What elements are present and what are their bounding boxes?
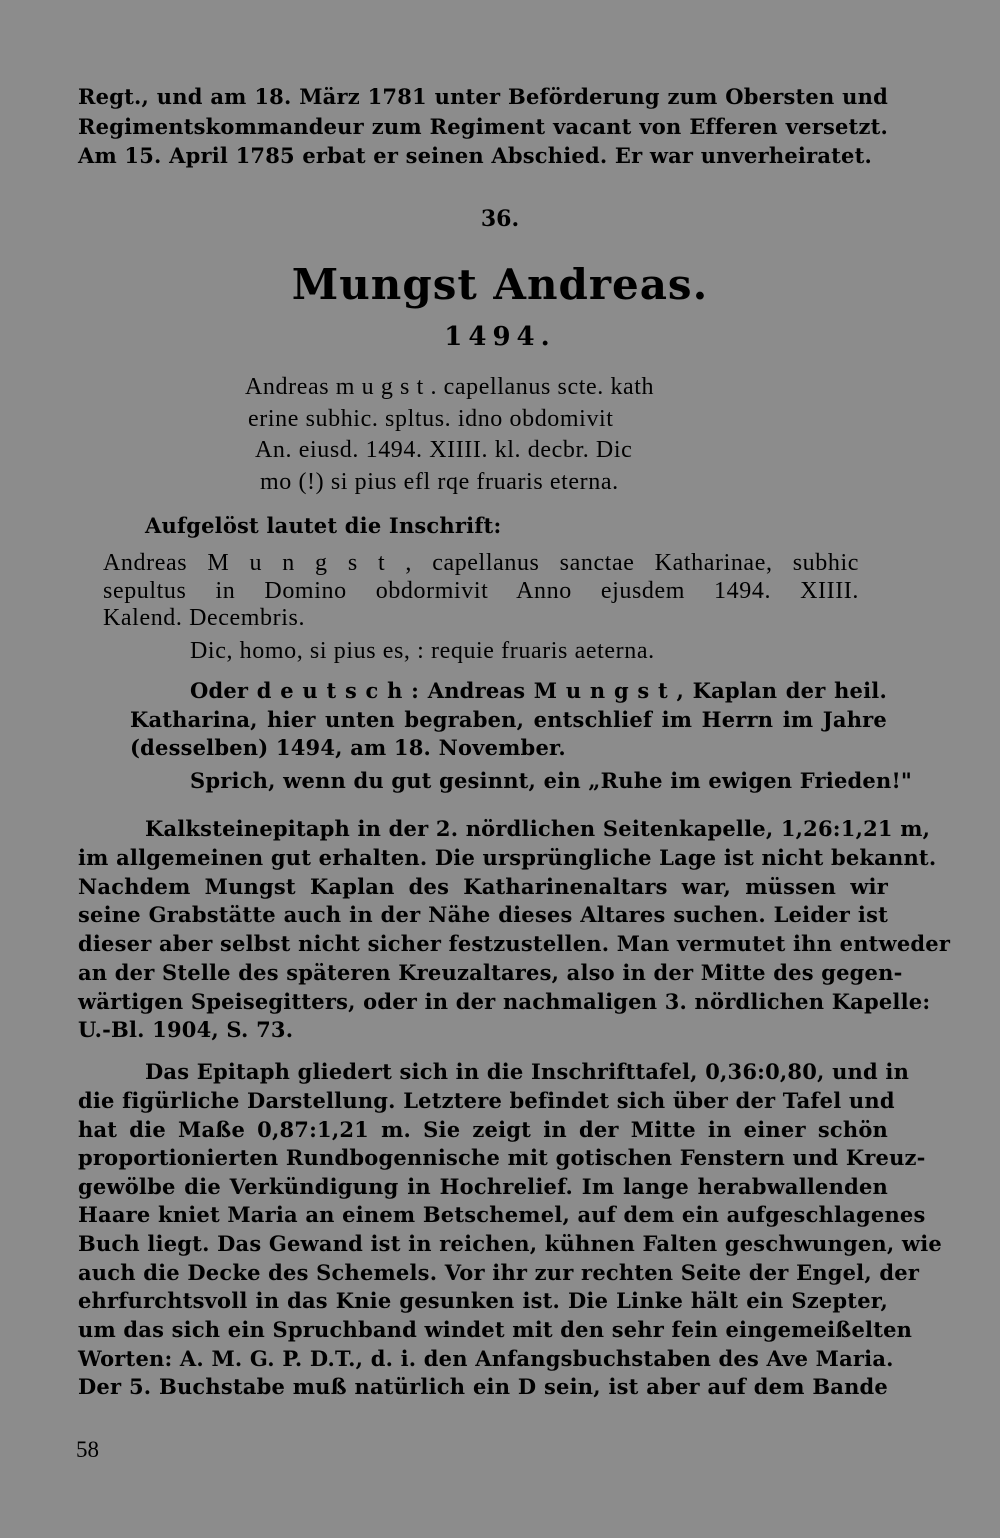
translation-line: Oder d e u t s c h : Andreas M u n g s t , Kaplan der heil. <box>190 678 887 703</box>
paragraph-line: Haare kniet Maria an einem Betschemel, auf dem ein aufgeschlagenes <box>78 1202 926 1227</box>
paragraph-line: Nachdem Mungst Kaplan des Katharinenaltars war, müssen wir <box>78 874 888 899</box>
paragraph-line: Worten: A. M. G. P. D.T., d. i. den Anfangsbuchstaben des Ave Maria. <box>78 1346 894 1371</box>
translation-line: Katharina, hier unten begraben, entschlief im Herrn im Jahre <box>130 707 887 732</box>
paragraph-line: wärtigen Speisegitters, oder in der nachmaligen 3. nördlichen Kapelle: <box>78 989 931 1014</box>
inscription-resolved-line: Dic, homo, si pius es, : requie fruaris aeterna. <box>190 638 655 664</box>
paragraph-line: U.-Bl. 1904, S. 73. <box>78 1017 294 1042</box>
translation-line: Sprich, wenn du gut gesinnt, ein „Ruhe im ewigen Frieden!" <box>190 768 913 793</box>
paragraph-line: im allgemeinen gut erhalten. Die ursprüngliche Lage ist nicht bekannt. <box>78 845 937 870</box>
text-line: Am 15. April 1785 erbat er seinen Abschied. Er war unverheiratet. <box>78 143 873 168</box>
inscription-original-line: erine subhic. spltus. idno obdomivit <box>248 406 614 432</box>
paragraph-line: dieser aber selbst nicht sicher festzustellen. Man vermutet ihn entweder <box>78 931 951 956</box>
paragraph-line: die figürliche Darstellung. Letztere befindet sich über der Tafel und <box>78 1088 895 1113</box>
entry-number: 36. <box>480 206 520 232</box>
entry-title: Mungst Andreas. <box>291 260 709 309</box>
text-line: Regt., und am 18. März 1781 unter Beförderung zum Obersten und <box>78 84 888 109</box>
paragraph-line: hat die Maße 0,87:1,21 m. Sie zeigt in der Mitte in einer schön <box>78 1117 888 1142</box>
text-line: Regimentskommandeur zum Regiment vacant von Efferen versetzt. <box>78 114 888 139</box>
paragraph-line: seine Grabstätte auch in der Nähe dieses Altares suchen. Leider ist <box>78 902 888 927</box>
inscription-original-line: Andreas m u g s t . capellanus scte. kath <box>245 374 655 400</box>
paragraph-line: Das Epitaph gliedert sich in die Inschrifttafel, 0,36:0,80, und in <box>145 1059 910 1084</box>
inscription-original-line: An. eiusd. 1494. XIIII. kl. decbr. Dic <box>255 437 633 463</box>
inscription-resolved-line: sepultus in Domino obdormivit Anno ejusdem 1494. XIIII. <box>103 578 859 604</box>
paragraph-line: Buch liegt. Das Gewand ist in reichen, kühnen Falten geschwungen, wie <box>78 1231 942 1256</box>
paragraph-line: um das sich ein Spruchband windet mit den sehr fein eingemeißelten <box>78 1317 913 1342</box>
paragraph-line: Der 5. Buchstabe muß natürlich ein D sein, ist aber auf dem Bande <box>78 1374 888 1399</box>
resolved-label: Aufgelöst lautet die Inschrift: <box>145 513 502 538</box>
entry-year: 1494. <box>444 322 556 352</box>
paragraph-line: gewölbe die Verkündigung in Hochrelief. Im lange herabwallenden <box>78 1174 888 1199</box>
inscription-resolved-line: Andreas M u n g s t , capellanus sanctae Katharinae, subhic <box>103 550 859 576</box>
paragraph-line: proportionierten Rundbogennische mit gotischen Fenstern und Kreuz- <box>78 1145 926 1170</box>
paragraph-line: Kalksteinepitaph in der 2. nördlichen Seitenkapelle, 1,26:1,21 m, <box>145 816 931 841</box>
paragraph-line: ehrfurchtsvoll in das Knie gesunken ist. Die Linke hält ein Szepter, <box>78 1288 888 1313</box>
paragraph-line: an der Stelle des späteren Kreuzaltares, also in der Mitte des gegen- <box>78 960 903 985</box>
paragraph-line: auch die Decke des Schemels. Vor ihr zur rechten Seite der Engel, der <box>78 1260 920 1285</box>
inscription-resolved-line: Kalend. Decembris. <box>103 605 306 631</box>
inscription-original-line: mo (!) si pius efl rqe fruaris eterna. <box>260 469 619 495</box>
translation-line: (desselben) 1494, am 18. November. <box>130 735 566 760</box>
page-number: 58 <box>76 1437 99 1462</box>
